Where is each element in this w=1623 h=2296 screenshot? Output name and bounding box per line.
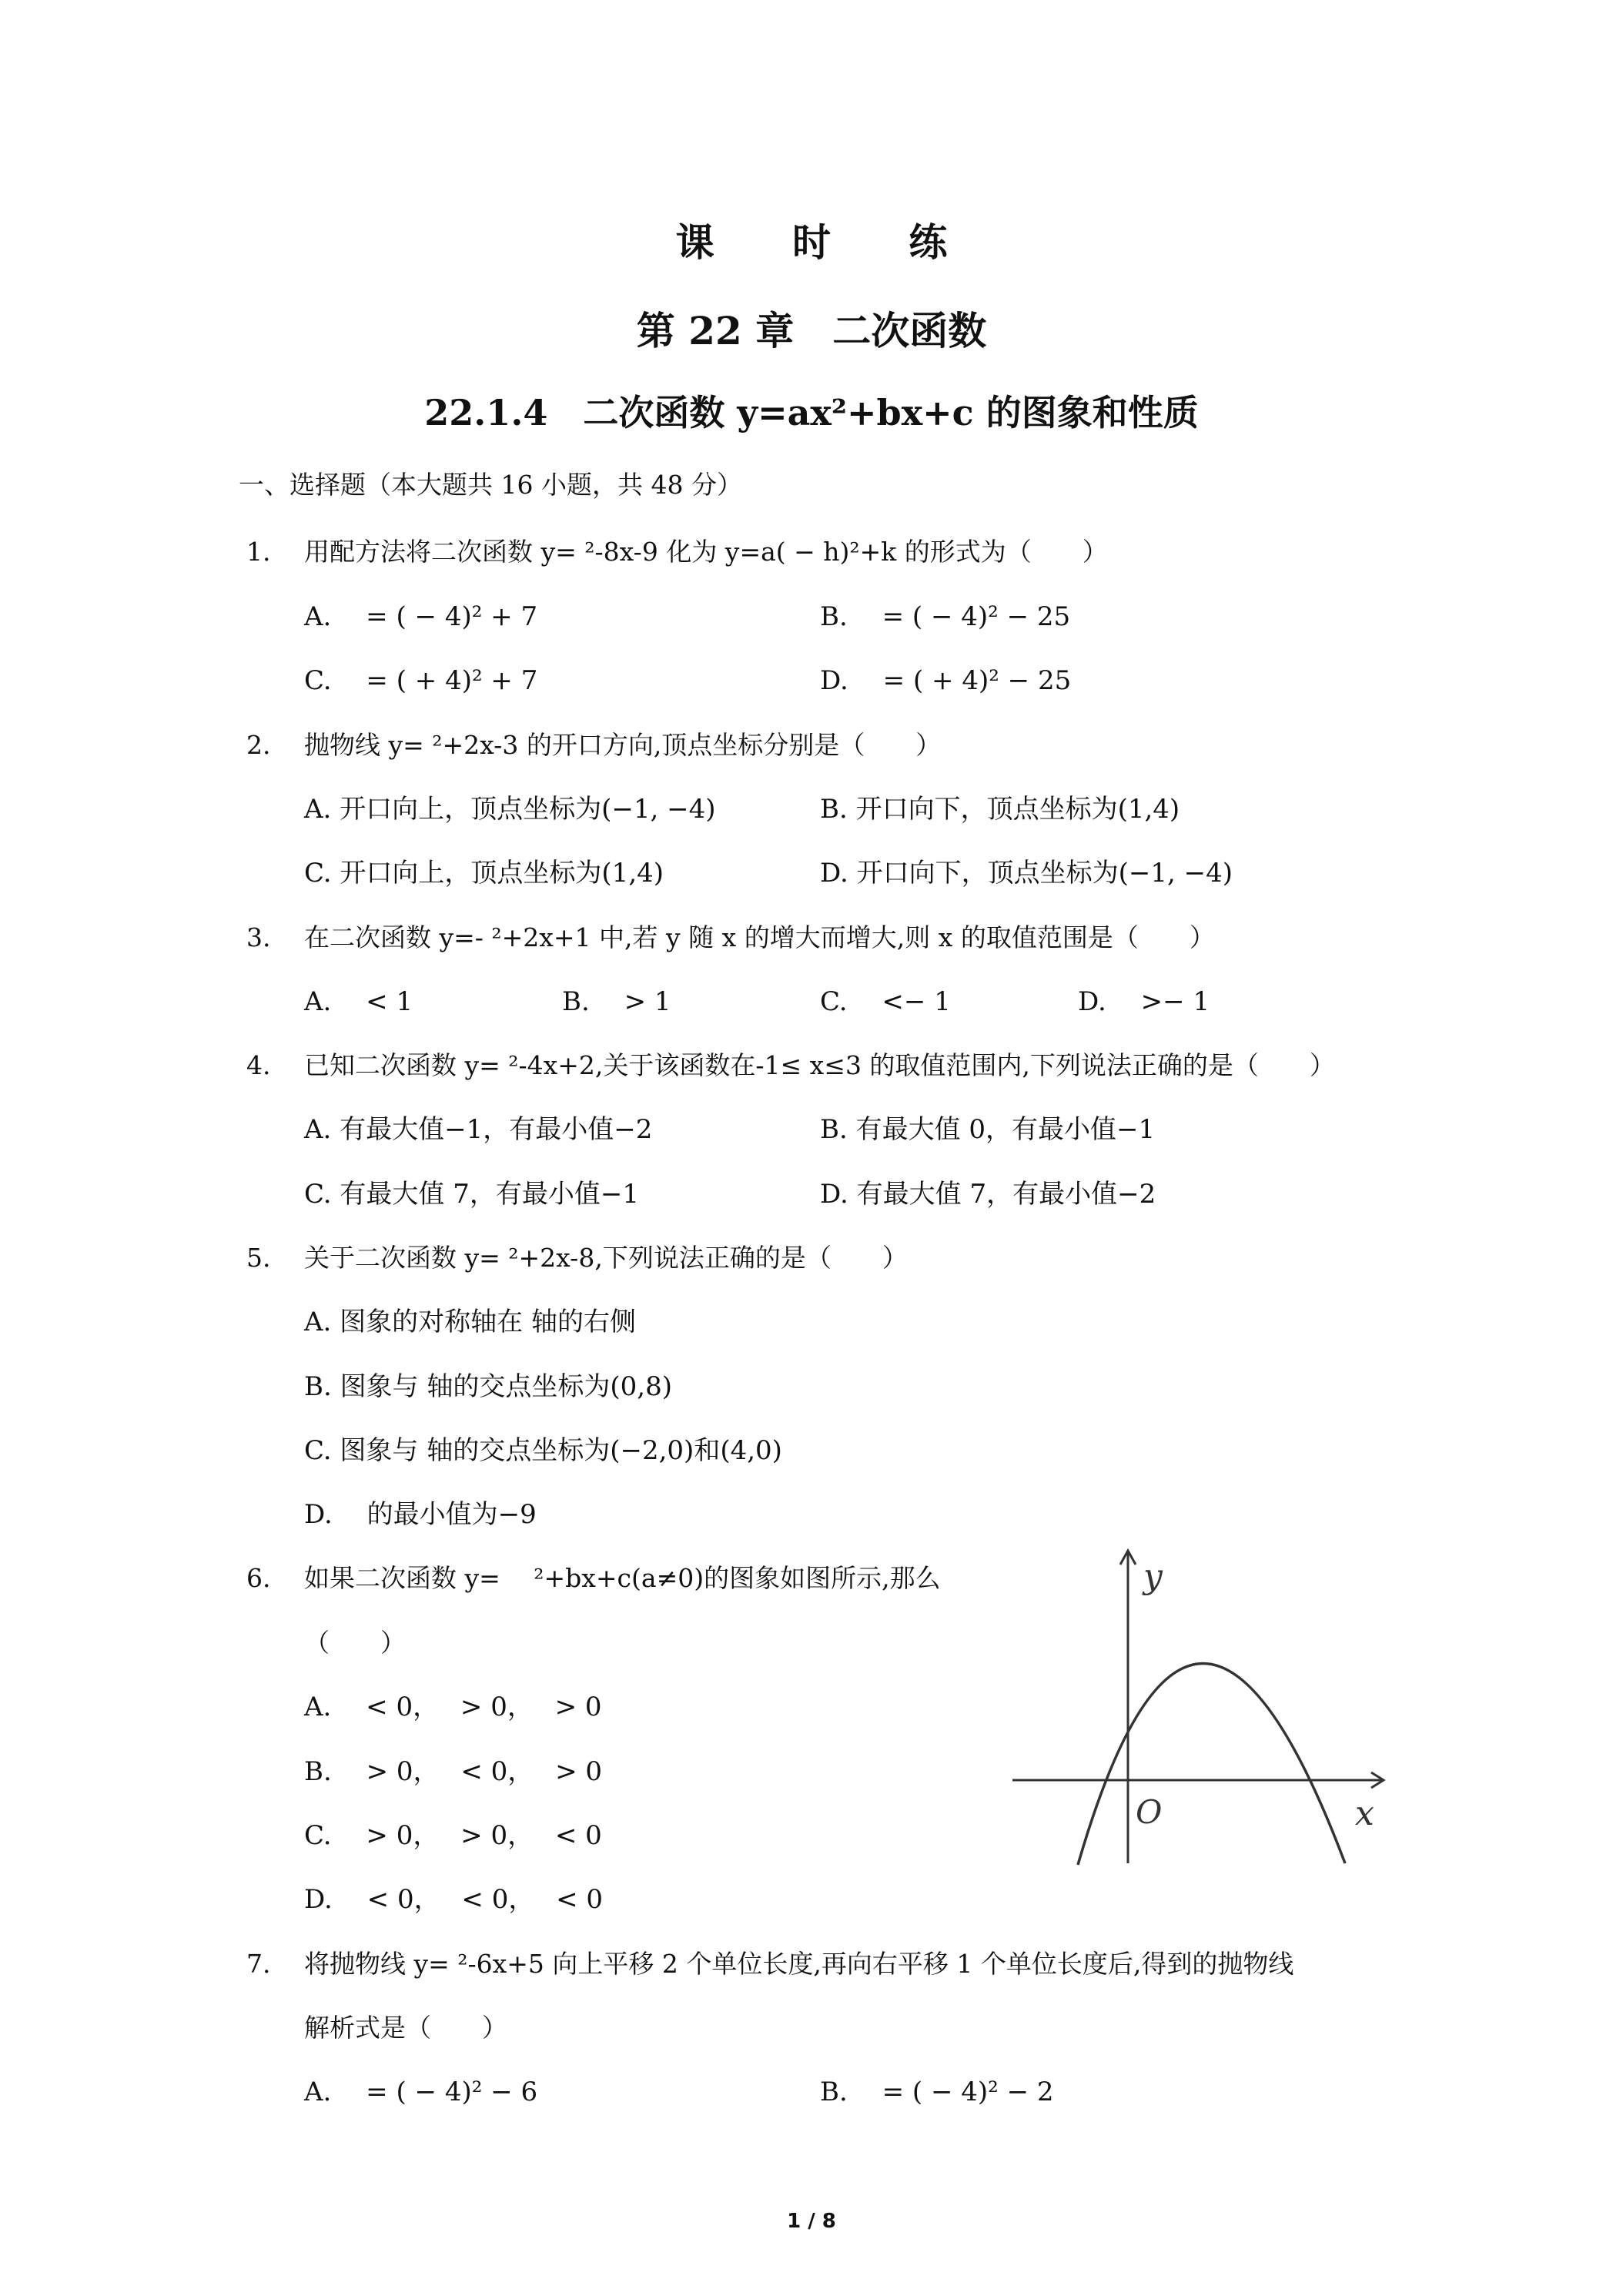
y-axis-label: y [1143,1557,1163,1596]
option-d: D. 开口向下，顶点坐标为(−1, −4) [820,858,1233,889]
question-stem: 在二次函数 y=- ²+2x+1 中,若 y 随 x 的增大而增大,则 x 的取值范围是（ ） [304,922,1215,952]
option-b: B. 有最大值 0，有最小值−1 [820,1114,1156,1145]
question-number: 5. [246,1243,271,1273]
question-stem-cont: 解析式是（ ） [304,2013,507,2043]
option-b: B. = ( − 4)² − 2 [820,2077,1054,2107]
option-a: A. 图象的对称轴在 轴的右侧 [304,1307,636,1337]
option-c: C. 图象与 轴的交点坐标为(−2,0)和(4,0) [304,1435,782,1466]
option-a: A. = ( − 4)² + 7 [304,601,538,632]
parabola-curve [1078,1663,1345,1865]
option-b: B. = ( − 4)² − 25 [820,601,1071,632]
option-d: D. < 0， < 0， < 0 [304,1884,604,1915]
question-number: 7. [246,1949,271,1979]
question-stem: 如果二次函数 y= ²+bx+c(a≠0)的图象如图所示,那么 [304,1563,941,1593]
option-d: D. 的最小值为−9 [304,1499,537,1530]
section-title: 22.1.4 二次函数 y=ax²+bx+c 的图象和性质 [424,392,1199,433]
option-b: B. > 0， < 0， > 0 [304,1756,602,1787]
parabola-figure [1012,1540,1397,1879]
question-stem: 关于二次函数 y= ²+2x-8,下列说法正确的是（ ） [304,1243,908,1273]
question-stem-cont: （ ） [304,1628,406,1658]
question-number: 6. [246,1563,271,1593]
option-d: D. >− 1 [1078,986,1210,1017]
option-c: C. <− 1 [820,986,951,1017]
option-a: A. 开口向上，顶点坐标为(−1, −4) [304,794,716,825]
option-d: D. = ( + 4)² − 25 [820,665,1072,696]
question-stem: 抛物线 y= ²+2x-3 的开口方向,顶点坐标分别是（ ） [304,730,942,760]
question-number: 3. [246,922,271,952]
question-stem: 将抛物线 y= ²-6x+5 向上平移 2 个单位长度,再向右平移 1 个单位长度后,得到的抛物线 [304,1949,1294,1979]
page-title: 课 时 练 [675,219,980,265]
option-b: B. 开口向下，顶点坐标为(1,4) [820,794,1180,825]
chapter-title: 第 22 章 二次函数 [636,308,987,353]
origin-label: O [1136,1793,1163,1831]
option-a: A. < 1 [304,986,413,1017]
option-c: C. = ( + 4)² + 7 [304,665,538,696]
option-a: A. = ( − 4)² − 6 [304,2077,538,2107]
question-stem: 用配方法将二次函数 y= ²-8x-9 化为 y=a( − h)²+k 的形式为（ ） [304,537,1108,567]
page-number: 1 / 8 [787,2210,836,2233]
option-d: D. 有最大值 7，有最小值−2 [820,1179,1156,1210]
option-b: B. > 1 [562,986,671,1017]
x-axis-label: x [1355,1794,1374,1833]
option-a: A. 有最大值−1，有最小值−2 [304,1114,653,1145]
option-c: C. > 0， > 0， < 0 [304,1820,602,1851]
part-heading: 一、选择题（本大题共 16 小题，共 48 分） [239,470,742,500]
question-number: 4. [246,1050,271,1080]
question-number: 2. [246,730,271,760]
option-c: C. 有最大值 7，有最小值−1 [304,1179,639,1210]
question-stem: 已知二次函数 y= ²-4x+2,关于该函数在-1≤ x≤3 的取值范围内,下列说法正确的是（ ） [304,1050,1335,1080]
option-c: C. 开口向上，顶点坐标为(1,4) [304,858,664,889]
question-number: 1. [246,537,271,567]
option-a: A. < 0， > 0， > 0 [304,1692,602,1722]
option-b: B. 图象与 轴的交点坐标为(0,8) [304,1371,673,1402]
